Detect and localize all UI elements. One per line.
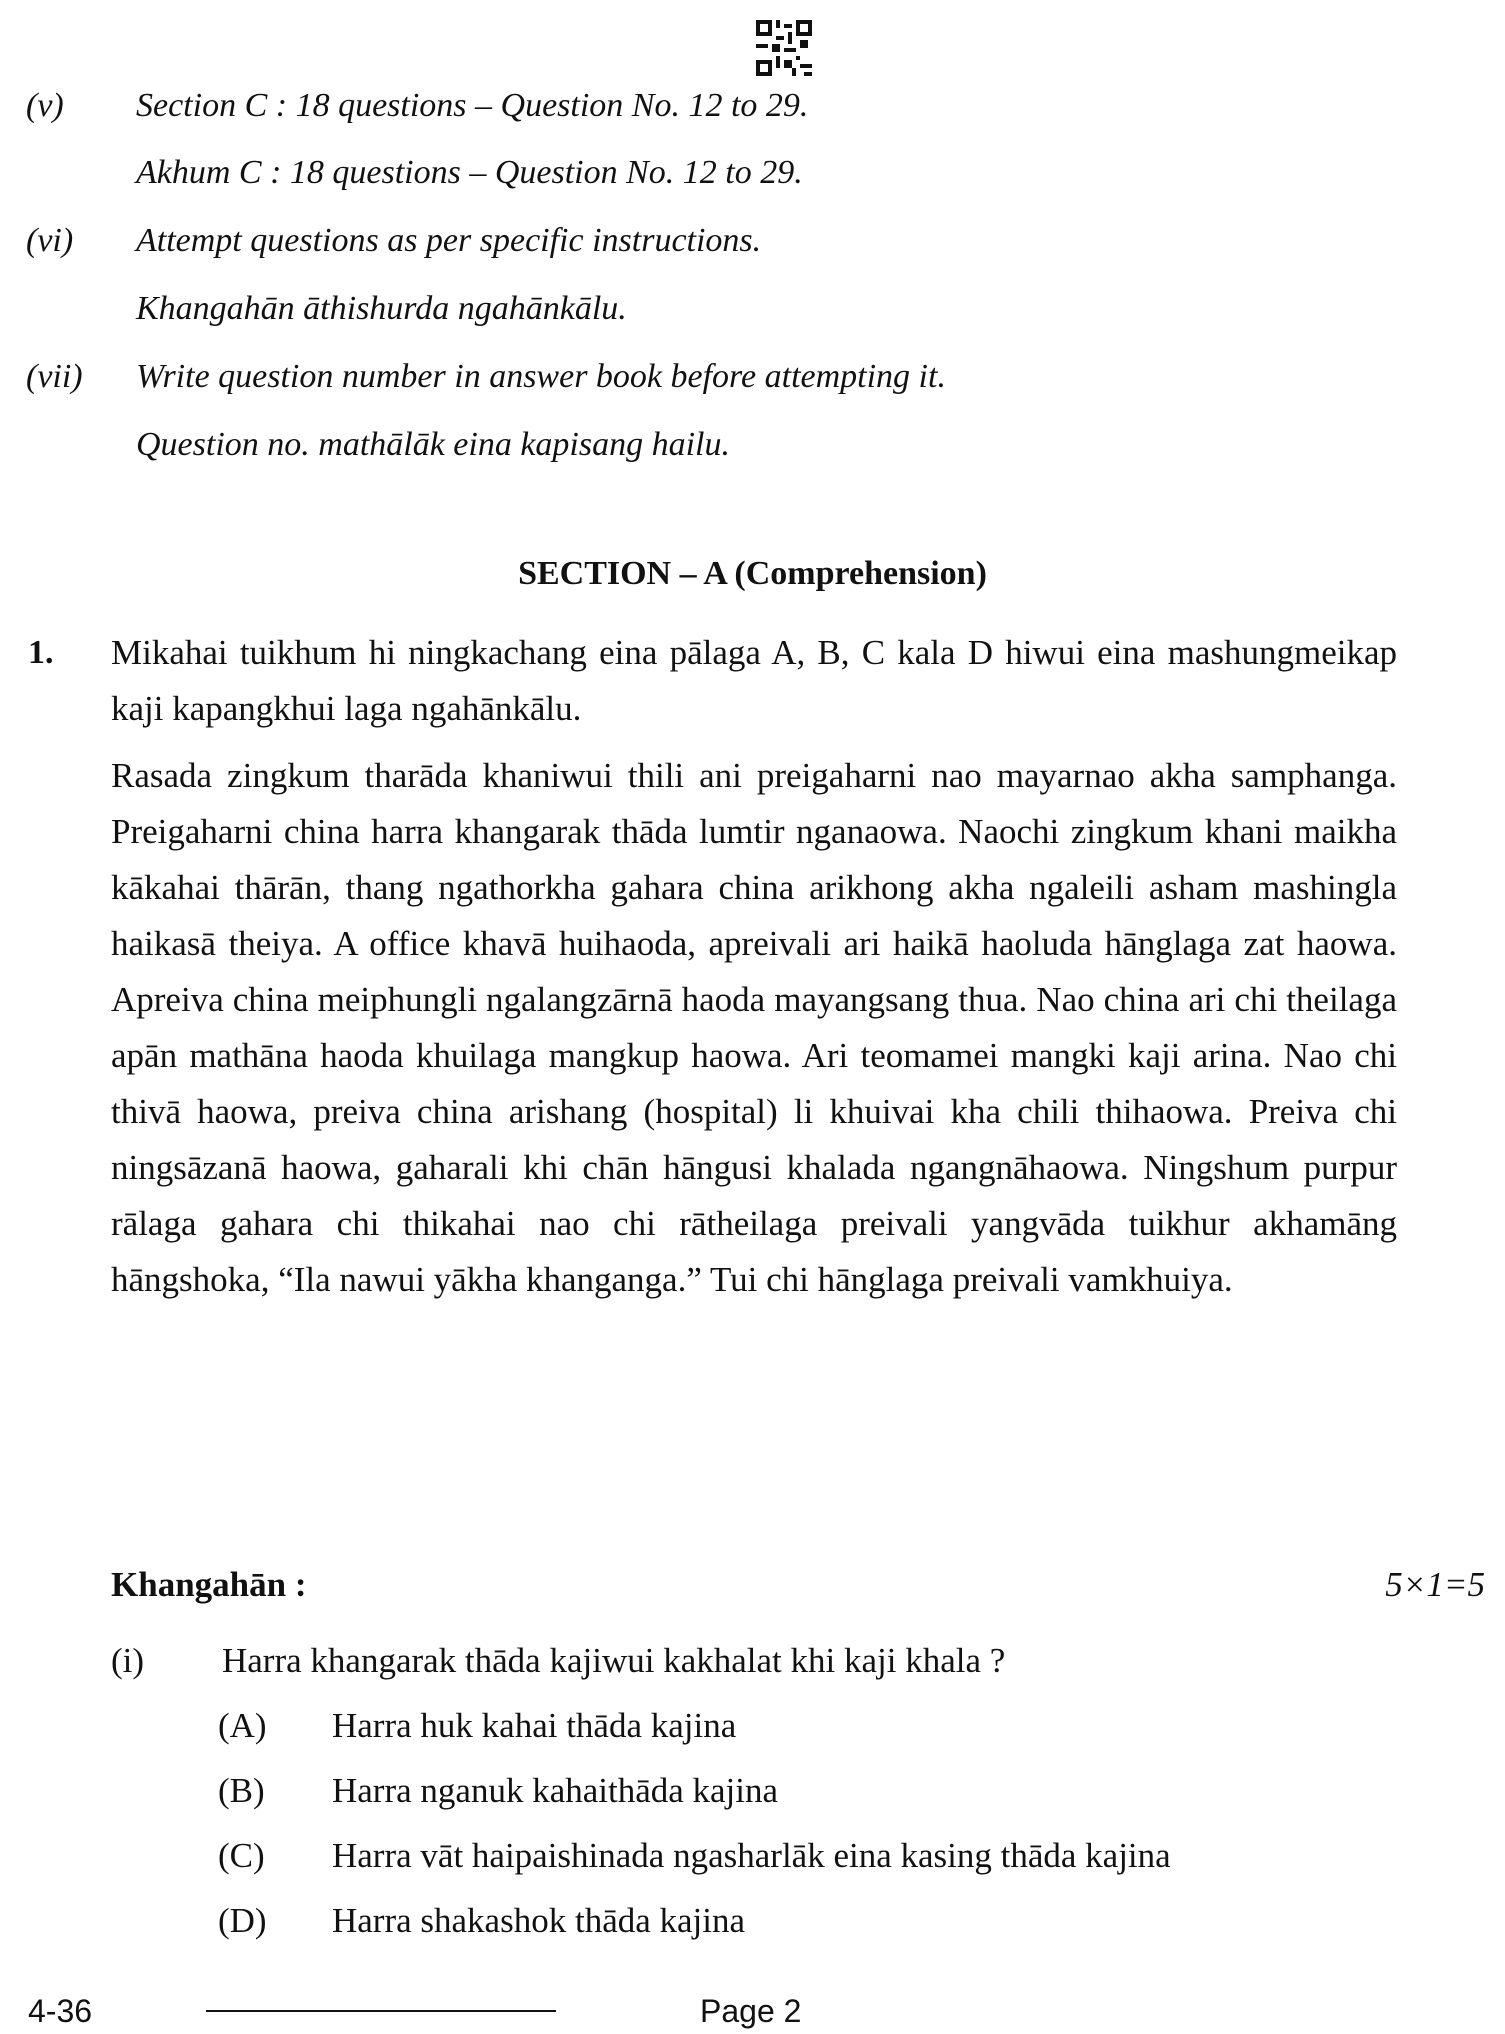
- option-text: Harra shakashok thāda kajina: [332, 1901, 746, 1940]
- sub-question-text: Harra khangarak thāda kajiwui kakhalat khi kaji khala ?: [222, 1641, 1006, 1680]
- option-label: (A): [218, 1706, 267, 1745]
- instruction-number: (vi): [26, 222, 74, 259]
- section-title: SECTION – A (Comprehension): [518, 555, 987, 592]
- option-label: (C): [218, 1836, 265, 1875]
- question-number: 1.: [28, 634, 54, 671]
- option-text: Harra vāt haipaishinada ngasharlāk eina kasing thāda kajina: [332, 1836, 1171, 1875]
- instruction-line: Write question number in answer book before attempting it.: [136, 358, 946, 395]
- marks-label: 5×1=5: [1385, 1565, 1485, 1604]
- paper-code: 4-36: [28, 1993, 93, 2029]
- instruction-line: Attempt questions as per specific instructions.: [136, 222, 762, 259]
- option-label: (D): [218, 1901, 267, 1940]
- khangahan-heading: Khangahān :: [111, 1565, 307, 1604]
- instruction-line: Section C : 18 questions – Question No. 12 to 29.: [136, 87, 809, 124]
- question-text: Mikahai tuikhum hi ningkachang eina pālaga A, B, C kala D hiwui eina mashungmeikap kaji kapangkhui laga ngahānkālu.: [111, 633, 1397, 728]
- instruction-line: Question no. mathālāk eina kapisang hailu.: [136, 426, 731, 463]
- qr-code-icon: [756, 20, 812, 76]
- comprehension-passage: Rasada zingkum tharāda khaniwui thili ani preigaharni nao mayarnao akha samphanga. Preigaharni china harra khangarak thāda lumtir nganaowa. Naochi zingkum khani maikha kākahai thārān, thang ngathorkha gahara china arikhong akha ngaleili asham mashingla haikasā theiya. A office khavā huihaoda, apreivali ari haikā haoluda hānglaga zat haowa. Apreiva china meiphungli ngalangzārnā haoda mayangsang thua. Nao china ari chi theilaga apān mathāna haoda khuilaga mangkup haowa. Ari teomamei mangki kaji arina. Nao chi thivā haowa, preiva china arishang (hospital) li khuivai kha chili thihaowa. Preiva chi ningsāzanā haowa, gaharali khi chān hāngusi khalada ngangnāhaowa. Ningshum purpur rālaga gahara chi thikahai nao chi rātheilaga preivali yangvāda tuikhur akhamāng hāngshoka, “Ila nawui yākha khanganga.” Tui chi hānglaga preivali vamkhuiya.: [111, 756, 1397, 1299]
- instruction-number: (v): [26, 87, 64, 124]
- page-number: Page 2: [700, 1993, 802, 2029]
- footer-divider: [206, 2010, 556, 2012]
- sub-question-number: (i): [111, 1641, 145, 1680]
- instruction-line: Akhum C : 18 questions – Question No. 12 to 29.: [136, 154, 803, 191]
- option-text: Harra nganuk kahaithāda kajina: [332, 1771, 779, 1810]
- instruction-number: (vii): [26, 358, 83, 395]
- instruction-line: Khangahān āthishurda ngahānkālu.: [136, 290, 627, 327]
- option-text: Harra huk kahai thāda kajina: [332, 1706, 737, 1745]
- option-label: (B): [218, 1771, 265, 1810]
